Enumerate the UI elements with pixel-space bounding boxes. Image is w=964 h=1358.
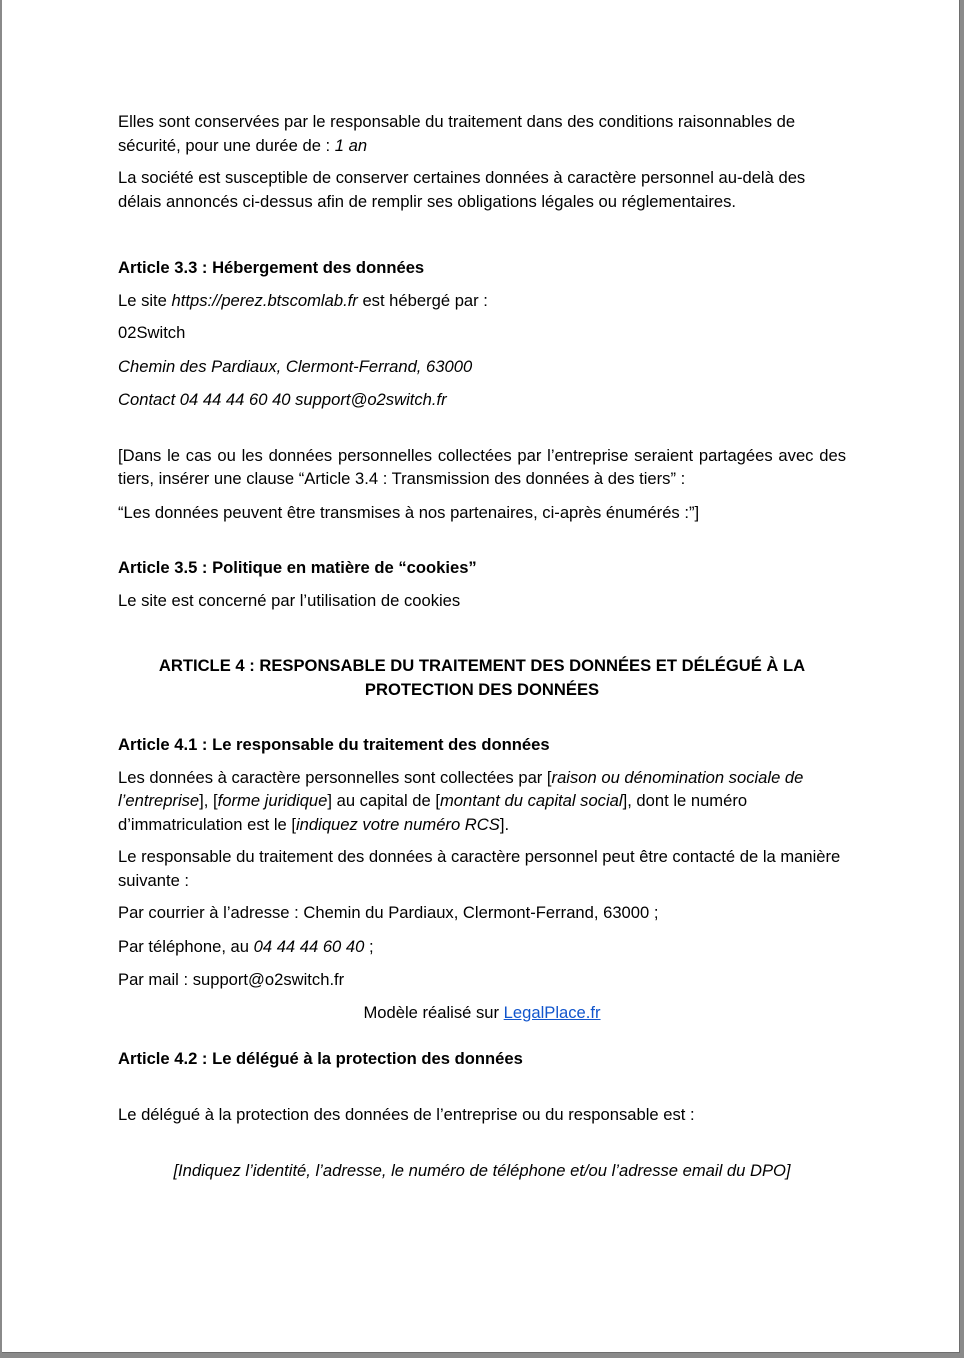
document-page — [2, 0, 960, 1353]
site-url: https://perez.btscomlab.fr — [171, 290, 358, 310]
retention-legal-paragraph: La société est susceptible de conserver certaines données à caractère personnel au-delà des délais annoncés ci-dessus afin de remplir ses obligations légales ou réglementaires. — [118, 168, 806, 211]
article-3-3-heading: Article 3.3 : Hébergement des données — [118, 258, 425, 277]
hosting-paragraph: Le site https://perez.btscomlab.fr est hébergé par : — [118, 290, 488, 310]
host-address: Chemin des Pardiaux, Clermont-Ferrand, 63000 — [118, 356, 473, 376]
cookies-paragraph: Le site est concerné par l’utilisation de cookies — [118, 590, 461, 610]
document-content — [118, 110, 846, 1183]
retention-duration: 1 an — [334, 135, 368, 155]
article-3-5-heading: Article 3.5 : Politique en matière de “cookies” — [118, 558, 477, 577]
host-contact: Contact 04 44 44 60 40 support@o2switch.fr — [118, 390, 447, 409]
third-party-note: [Dans le cas ou les données personnelles collectées par l’entreprise seraient partagées avec des tiers, insérer une clause “Article 3.4 : Transmission des données à des tiers” : — [118, 445, 846, 488]
dpo-paragraph: Le délégué à la protection des données de l’entreprise ou du responsable est : — [118, 1104, 695, 1124]
article-4-title: ARTICLE 4 : RESPONSABLE DU TRAITEMENT DES DONNÉES ET DÉLÉGUÉ À LA PROTECTION DES DONNÉES — [158, 656, 806, 699]
article-4-2-heading: Article 4.2 : Le délégué à la protection des données — [118, 1049, 523, 1068]
legalplace-link[interactable]: LegalPlace.fr — [503, 1002, 601, 1022]
contact-by-phone: Par téléphone, au 04 44 44 60 40 ; — [118, 936, 374, 956]
dpo-placeholder: [Indiquez l’identité, l’adresse, le numéro de téléphone et/ou l’adresse email du DPO] — [173, 1161, 791, 1180]
article-4-1-heading: Article 4.1 : Le responsable du traitement des données — [118, 735, 550, 754]
contact-by-post: Par courrier à l’adresse : Chemin du Pardiaux, Clermont-Ferrand, 63000 ; — [118, 903, 659, 922]
host-name: 02Switch — [118, 323, 186, 342]
controller-contact-intro: Le responsable du traitement des données à caractère personnel peut être contacté de la manière suivante : — [118, 847, 841, 890]
third-party-clause: “Les données peuvent être transmises à nos partenaires, ci-après énumérés :”] — [118, 502, 700, 522]
retention-paragraph: Elles sont conservées par le responsable du traitement dans des conditions raisonnables de sécurité, pour une durée de : 1 an — [118, 112, 796, 155]
contact-by-mail: Par mail : support@o2switch.fr — [118, 970, 345, 989]
model-credit: Modèle réalisé sur LegalPlace.fr — [363, 1002, 601, 1022]
controller-paragraph: Les données à caractère personnelles sont collectées par [raison ou dénomination sociale de l’entreprise], [forme juridique] au capital de [montant du capital social], dont le numéro d’immatriculation est le [indiquez votre numéro RCS]. — [118, 767, 804, 834]
